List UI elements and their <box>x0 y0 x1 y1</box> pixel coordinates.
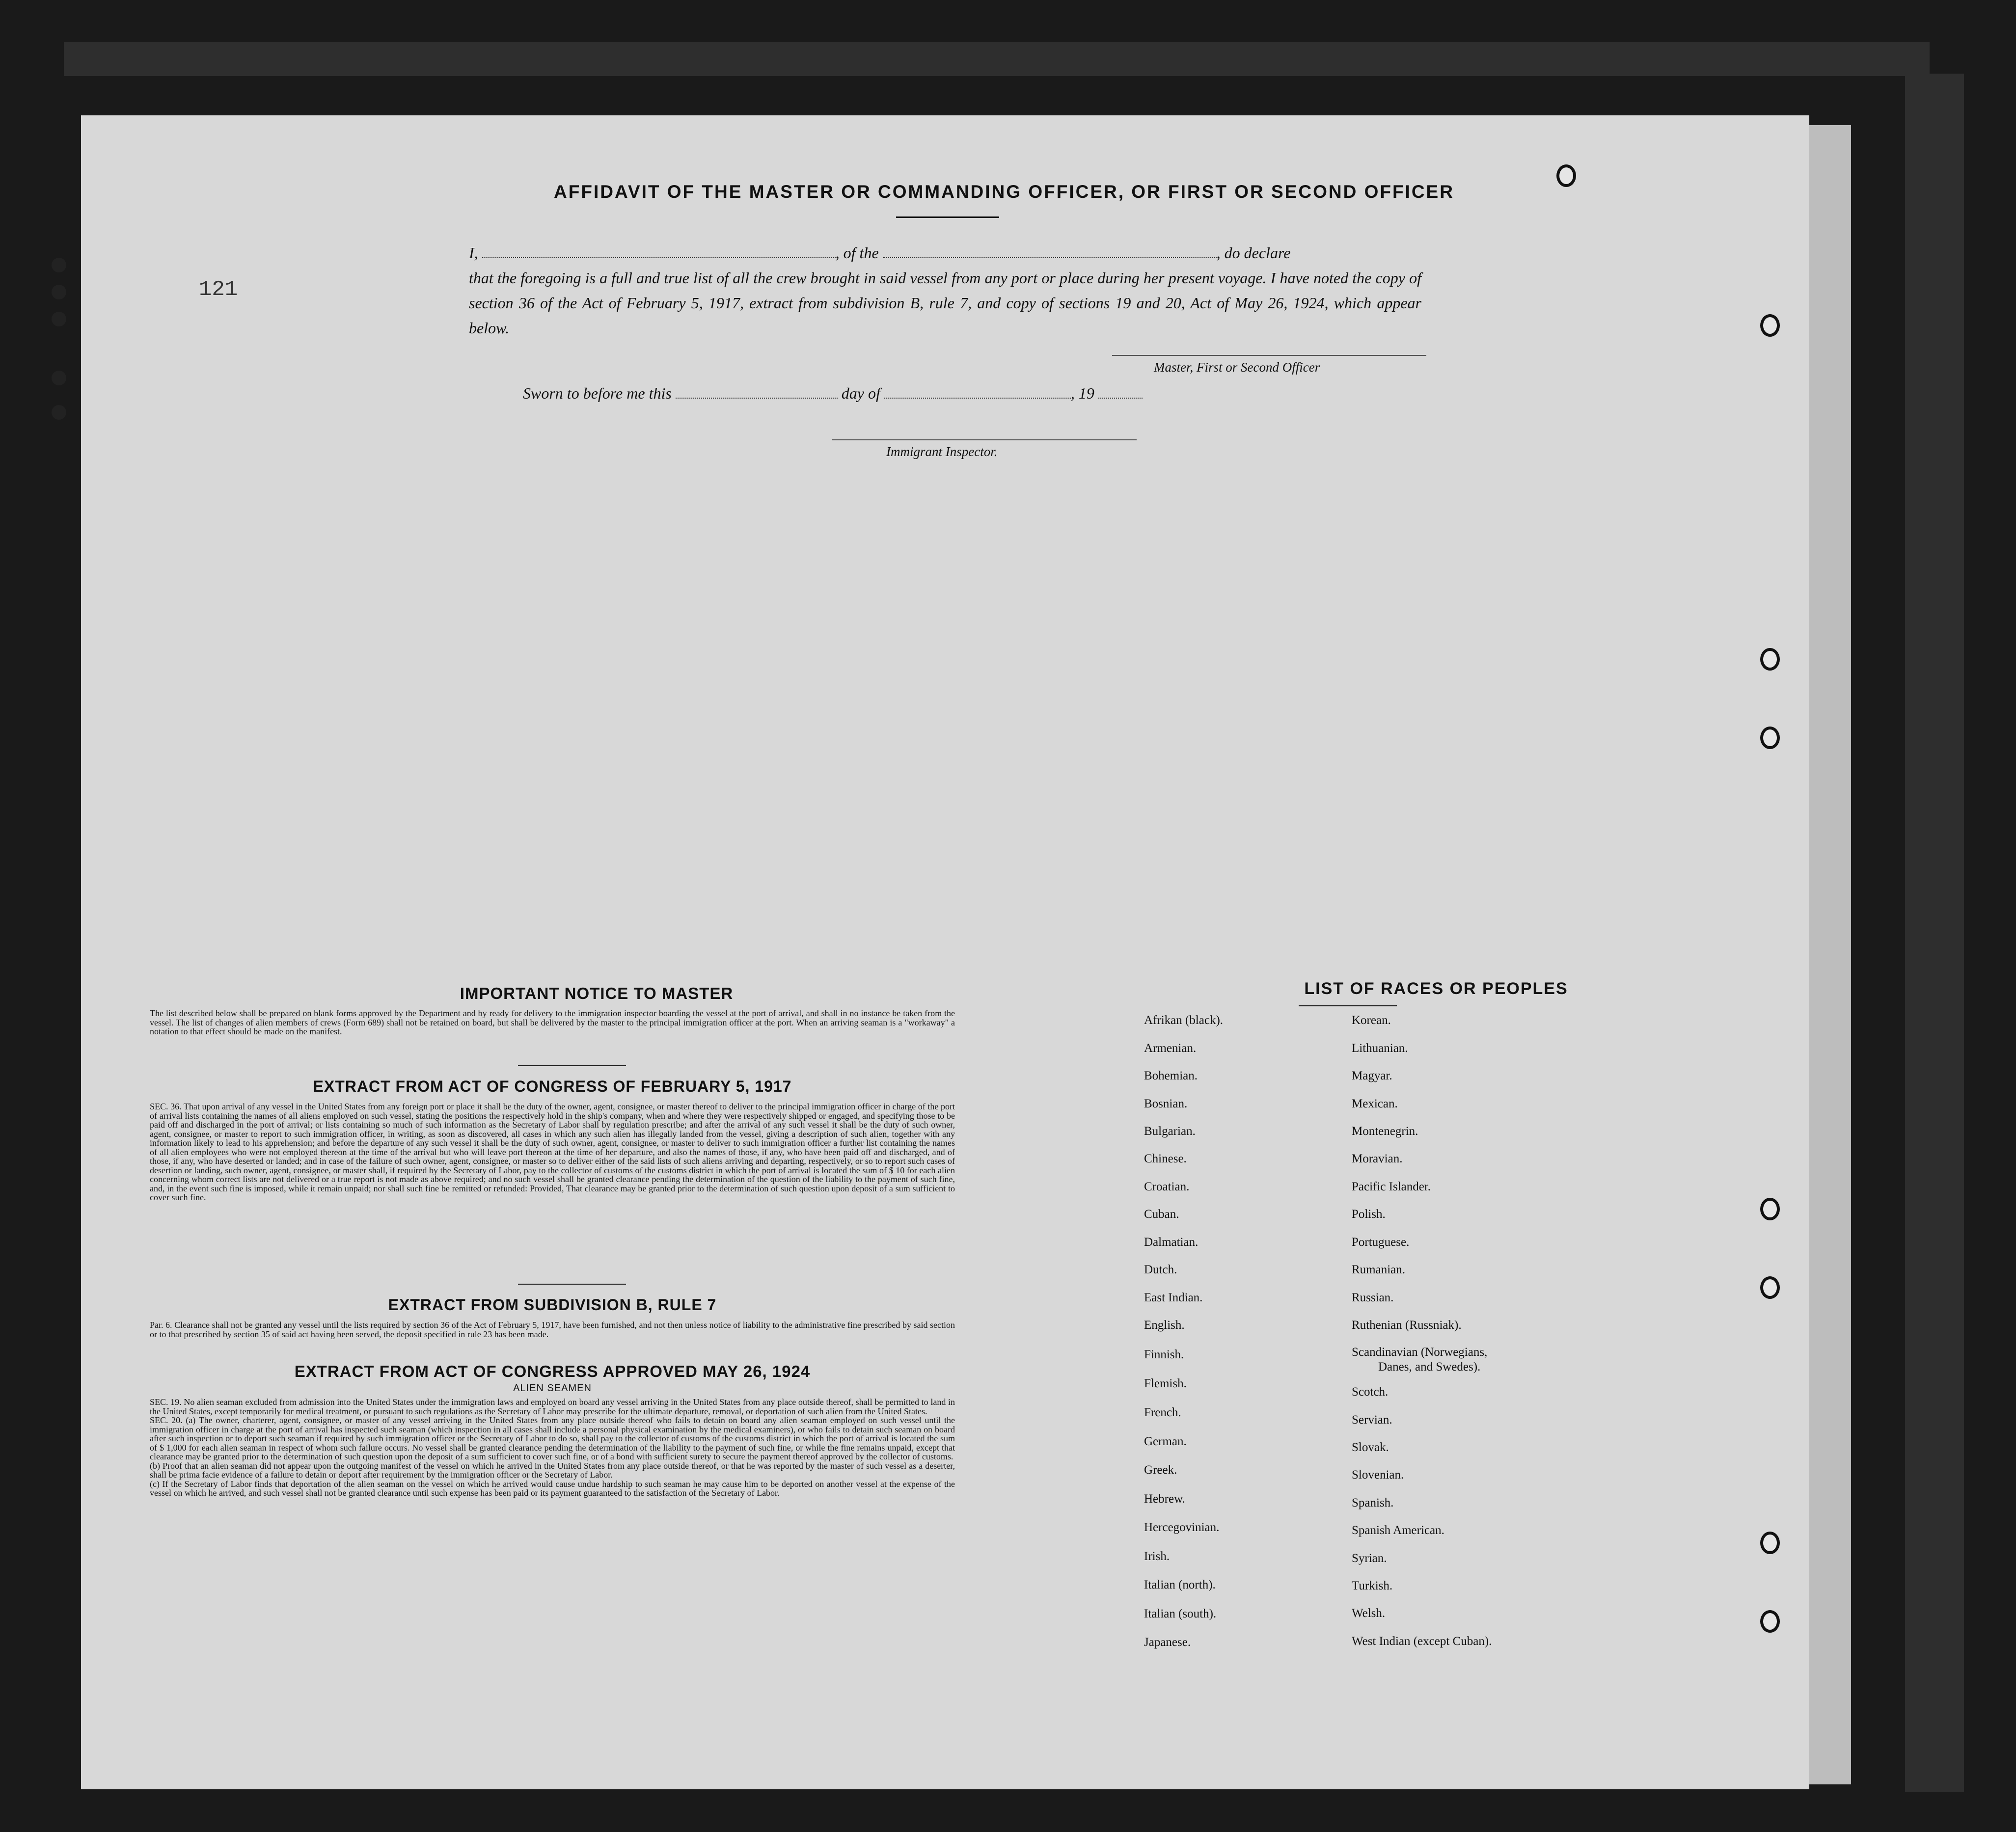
race-item: Slovak. <box>1352 1441 1389 1454</box>
scan-border-right <box>1905 74 1964 1792</box>
master-signature-line <box>1112 355 1426 356</box>
binder-hole <box>52 258 66 272</box>
race-item: Mexican. <box>1352 1097 1398 1110</box>
races-title-underline <box>1299 1005 1397 1006</box>
race-item: Moravian. <box>1352 1152 1403 1165</box>
race-item: Italian (south). <box>1144 1607 1217 1620</box>
affidavit-body-text: that the foregoing is a full and true list of all the crew brought in said vessel from any port or place during her present voyage. I have noted the copy of section 36 of the Act of February 5, 1917, extract from subdivision B, rule 7, and copy of sections 19 and 20, Act of May 26, 1924, which appear below. <box>469 269 1421 337</box>
race-item: Russian. <box>1352 1291 1394 1304</box>
race-item: English. <box>1144 1319 1185 1332</box>
sec19-text: SEC. 19. No alien seaman excluded from admission into the United States under the immigration laws and employed on board any vessel arriving in the United States from any place outside thereof, shall be permitted to land in the United States, except temporarily for medical treatment, or pursuant to such regulations as the Secretary of Labor may prescribe for the ultimate departure, removal, or deportation of such alien from the United States. <box>150 1397 955 1416</box>
race-item: Bosnian. <box>1144 1097 1188 1110</box>
race-item: Servian. <box>1352 1413 1392 1427</box>
race-item: Croatian. <box>1144 1180 1190 1193</box>
sworn-prefix: Sworn to before me this <box>523 384 672 402</box>
sworn-line <box>523 384 1143 403</box>
fastener-rivet <box>1760 1532 1780 1554</box>
race-item: German. <box>1144 1435 1187 1448</box>
inspector-label: Immigrant Inspector. <box>886 444 998 459</box>
race-item: Hercegovinian. <box>1144 1521 1220 1534</box>
sec20b-text: (b) Proof that an alien seaman did not appear upon the outgoing manifest of the vessel on which he arrived in the United States from any place outside thereof, or that he was reported by the master of such vessel as a deserter, shall be prima facie evidence of a failure to detain or deport after requirement by the immigration officer or the Secretary of Labor. <box>150 1460 955 1480</box>
title-underline <box>896 216 999 218</box>
race-item: Afrikan (black). <box>1144 1014 1224 1027</box>
extract-rule7-text: Par. 6. Clearance shall not be granted any vessel until the lists required by section 36 of the Act of February 5, 1917, have been furnished, and not then unless notice of liability to the administrative fine prescribed by said section or to that prescribed by section 35 of said act having been served, the deposit specified in rule 23 has been made. <box>150 1320 955 1339</box>
extract-1924-title: EXTRACT FROM ACT OF CONGRESS APPROVED MAY 26, 1924 <box>294 1362 811 1380</box>
race-item: Polish. <box>1352 1208 1386 1221</box>
affidavit-title: AFFIDAVIT OF THE MASTER OR COMMANDING OFFICER, OR FIRST OR SECOND OFFICER <box>554 182 1454 202</box>
race-item: Pacific Islander. <box>1352 1180 1431 1193</box>
year-prefix: , 19 <box>1070 384 1094 402</box>
of-the-label: , of the <box>835 244 879 262</box>
race-item: Spanish American. <box>1352 1524 1444 1537</box>
master-label: Master, First or Second Officer <box>1154 360 1320 375</box>
race-item: East Indian. <box>1144 1291 1203 1304</box>
race-item: Flemish. <box>1144 1377 1187 1390</box>
fastener-rivet <box>1760 1276 1780 1299</box>
crew-list-back-page <box>81 115 1809 1789</box>
do-declare-label: , do declare <box>1216 244 1291 262</box>
affidavit-first-line <box>469 241 1421 266</box>
fastener-rivet <box>1760 727 1780 749</box>
race-item: Japanese. <box>1144 1636 1191 1649</box>
race-item: Magyar. <box>1352 1069 1392 1082</box>
race-item: Portuguese. <box>1352 1236 1410 1249</box>
race-item: Turkish. <box>1352 1579 1393 1592</box>
extract-1924-body <box>150 1398 955 1498</box>
race-item: West Indian (except Cuban). <box>1352 1635 1492 1648</box>
extract-1917-text: SEC. 36. That upon arrival of any vessel in the United States from any foreign port or place it shall be the duty of the owner, agent, consignee, or master thereof to deliver to the principal immigration officer in charge of the port of arrival lists containing the names of all aliens employed on such vessel, stating the positions the respectively hold in the ship's company, when and where they were respectively shipped or engaged, and specifying those to be paid off and discharged in the port of arrival; or lists containing so much of such information as the Secretary of Labor shall by regulation prescribe; and after the arrival of any such vessel it shall be the duty of such owner, agent, consignee, or master to report to such immigration officer, in writing, as soon as discovered, all cases in which any such alien has illegally landed from the vessel, giving a description of such alien, together with any information likely to lead to his apprehension; and before the departure of any such vessel it shall be the duty of such owner, agent, consignee, or master to deliver to such immigration officer a further list containing the names of all alien employees who were not employed thereon at the time of the arrival but who will leave port thereon at the time of her departure, and also the names of those, if any, who have been paid off and discharged, and of those, if any, who have deserted or landed; and in case of the failure of such owner, agent, consignee, or master so to deliver either of the said lists of such aliens arriving and departing, respectively, or so to report such cases of desertion or landing, such owner, agent, consignee, or master shall, if required by the Secretary of Labor, pay to the collector of customs of the customs district in which the port of arrival is located the sum of $ 10 for each alien concerning whom correct lists are not delivered or a true report is not made as above required; and no such vessel shall be granted clearance pending the determination of the question of the liability to the payment of such fine, and, in the event such fine is imposed, while it remain unpaid; nor shall such fine be remitted or refunded: Provided, That clearance may be granted prior to the determination of such question upon deposit of a sum sufficient to cover such fine. <box>150 1102 955 1202</box>
race-item: Ruthenian (Russniak). <box>1352 1319 1462 1332</box>
race-item: Slovenian. <box>1352 1468 1404 1482</box>
scan-border-top <box>64 42 1930 76</box>
alien-seamen-subtitle: ALIEN SEAMEN <box>513 1383 592 1394</box>
binder-hole <box>52 285 66 299</box>
race-item: Dalmatian. <box>1144 1236 1199 1249</box>
fastener-rivet <box>1760 1198 1780 1220</box>
fastener-rivet <box>1556 164 1576 187</box>
race-item: Bulgarian. <box>1144 1125 1196 1138</box>
sec20a-text: SEC. 20. (a) The owner, charterer, agent, consignee, or master of any vessel arriving in the United States from any place outside thereof who fails to detain on board any alien seaman employed on such vessel until the immigration officer in charge at the port of arrival has inspected such seaman (which inspection in all cases shall include a personal physical examination by the medical examiners), or who fails to detain such seaman on board after such inspection or to deport such seaman if required by such immigration officer or the Secretary of Labor to do so, shall pay to the collector of customs of the customs district in which the port of arrival is located the sum of $ 1,000 for each alien seaman in respect of whom such failure occurs. No vessel shall be granted clearance pending the determination of the liability to the payment of such fine, or while the fine remains unpaid, except that clearance may be granted prior to the determination of such question upon the deposit of a sum sufficient to cover such fine, or of a bond with sufficient surety to secure the payment thereof approved by the collector of customs. <box>150 1415 955 1461</box>
race-item: Bohemian. <box>1144 1069 1198 1082</box>
notice-text: The list described below shall be prepared on blank forms approved by the Department and by ready for delivery to the immigration inspector boarding the vessel at the port of arrival, and shall in no instance be taken from the vessel. The list of changes of alien members of crews (Form 689) shall not be retained on board, but shall be delivered by the master to the principal immigration officer at the port. When an arriving seaman is a "workaway" a notation to that effect should be made on the manifest. <box>150 1008 955 1036</box>
race-item: Scandinavian (Norwegians, <box>1352 1346 1488 1359</box>
notice-title: IMPORTANT NOTICE TO MASTER <box>460 984 734 1002</box>
race-item: Scotch. <box>1352 1385 1389 1399</box>
i-label: I, <box>469 244 478 262</box>
name-blank <box>482 246 836 258</box>
fastener-rivet <box>1760 648 1780 671</box>
race-item: Rumanian. <box>1352 1263 1406 1276</box>
race-item: Hebrew. <box>1144 1492 1185 1506</box>
race-item: Cuban. <box>1144 1208 1179 1221</box>
vessel-blank <box>883 246 1217 258</box>
margin-number: 121 <box>199 277 238 302</box>
race-item: Lithuanian. <box>1352 1042 1408 1055</box>
extract-rule7-title: EXTRACT FROM SUBDIVISION B, RULE 7 <box>388 1296 717 1314</box>
binder-hole <box>52 312 66 326</box>
race-item: Montenegrin. <box>1352 1125 1418 1138</box>
race-item: Welsh. <box>1352 1607 1386 1620</box>
fastener-rivet <box>1760 314 1780 337</box>
section-divider <box>518 1065 626 1066</box>
race-item: Korean. <box>1352 1014 1391 1027</box>
day-blank <box>676 387 838 399</box>
race-item: Spanish. <box>1352 1496 1394 1509</box>
race-item: Finnish. <box>1144 1348 1184 1361</box>
race-item: Irish. <box>1144 1550 1170 1563</box>
race-item: Chinese. <box>1144 1152 1187 1165</box>
fastener-rivet <box>1760 1610 1780 1633</box>
inspector-signature-line <box>832 439 1137 440</box>
binder-hole <box>52 371 66 385</box>
race-item: Armenian. <box>1144 1042 1197 1055</box>
sec20c-text: (c) If the Secretary of Labor finds that deportation of the alien seaman on the vessel on which he arrived would cause undue hardship to such seaman he may cause him to be deported on another vessel at the expense of the vessel on which he arrived, and such vessel shall not be granted clearance until such expense has been paid or its payment guaranteed to the satisfaction of the Secretary of Labor. <box>150 1479 955 1498</box>
binder-hole <box>52 405 66 420</box>
extract-1917-title: EXTRACT FROM ACT OF CONGRESS OF FEBRUARY 5, 1917 <box>313 1078 792 1095</box>
race-item: French. <box>1144 1406 1181 1419</box>
year-blank <box>1098 387 1143 399</box>
race-item: Danes, and Swedes). <box>1378 1360 1481 1374</box>
races-title: LIST OF RACES OR PEOPLES <box>1304 979 1568 998</box>
section-divider <box>518 1284 626 1285</box>
race-item: Italian (north). <box>1144 1578 1216 1591</box>
race-item: Greek. <box>1144 1463 1177 1477</box>
affidavit-statement <box>469 241 1421 341</box>
race-item: Dutch. <box>1144 1263 1177 1276</box>
month-blank <box>884 387 1071 399</box>
day-of-label: day of <box>841 384 880 402</box>
race-item: Syrian. <box>1352 1552 1387 1565</box>
